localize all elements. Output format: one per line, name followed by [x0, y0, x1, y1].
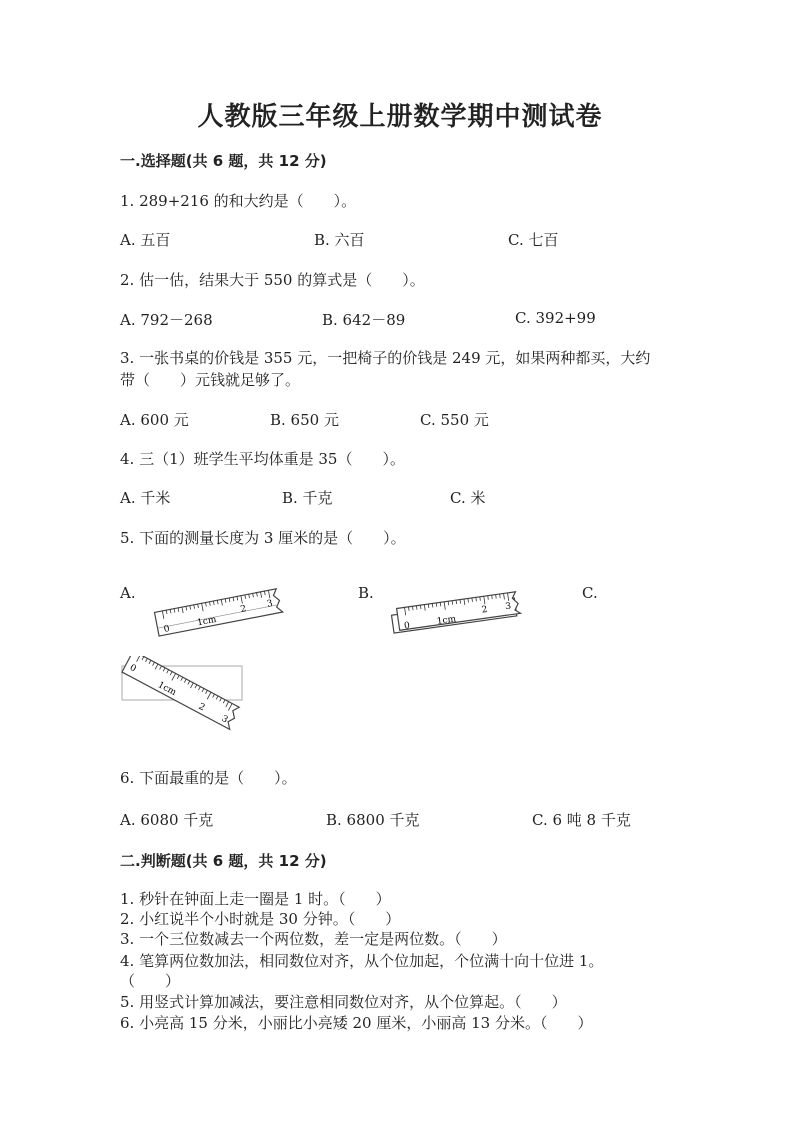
- q3-option-b: B. 650 元: [270, 411, 339, 429]
- q4-option-a: A. 千米: [120, 489, 171, 507]
- q3-option-a: A. 600 元: [120, 411, 189, 429]
- q2-option-c: C. 392+99: [515, 309, 596, 327]
- judgement-item-2: 2. 小红说半个小时就是 30 分钟。（ ）: [120, 910, 401, 928]
- ruler-image-b: [388, 586, 528, 642]
- ruler-a-label-2: 2: [239, 603, 248, 615]
- q5-option-b: B.: [358, 584, 374, 602]
- page-title: 人教版三年级上册数学期中测试卷: [197, 102, 603, 132]
- question-3-line-2: 带（ ）元钱就足够了。: [120, 371, 301, 389]
- q1-option-b: B. 六百: [314, 231, 365, 249]
- ruler-a-label-0: 0: [163, 623, 171, 635]
- q3-option-c: C. 550 元: [420, 411, 489, 429]
- ruler-b-label-0: 0: [403, 620, 411, 632]
- judgement-item-1: 1. 秒针在钟面上走一圈是 1 时。（ ）: [120, 890, 391, 908]
- q2-option-a: A. 792－268: [120, 311, 213, 329]
- question-5: 5. 下面的测量长度为 3 厘米的是（ ）。: [120, 529, 406, 547]
- ruler-b-label-1cm: 1cm: [436, 614, 457, 627]
- ruler-b-label-2: 2: [481, 604, 489, 616]
- section-heading-judgement: 二.判断题(共 6 题，共 12 分): [120, 852, 327, 870]
- q6-option-b: B. 6800 千克: [326, 811, 420, 829]
- question-6: 6. 下面最重的是（ ）。: [120, 769, 297, 787]
- ruler-image-c: [118, 656, 258, 736]
- question-1: 1. 289+216 的和大约是（ ）。: [120, 192, 357, 210]
- q1-option-a: A. 五百: [120, 231, 171, 249]
- ruler-c-label-2: 2: [196, 701, 207, 714]
- q4-option-c: C. 米: [450, 489, 486, 507]
- ruler-a-label-1cm: 1cm: [196, 614, 218, 629]
- q5-option-c: C.: [582, 584, 598, 602]
- ruler-a-label-3: 3: [266, 598, 274, 610]
- q2-option-b: B. 642－89: [322, 311, 406, 329]
- q1-option-c: C. 七百: [508, 231, 559, 249]
- q6-option-a: A. 6080 千克: [120, 811, 214, 829]
- q5-option-a: A.: [120, 584, 136, 602]
- question-4: 4. 三（1）班学生平均体重是 35（ ）。: [120, 450, 405, 468]
- question-2: 2. 估一估，结果大于 550 的算式是（ ）。: [120, 271, 425, 289]
- ruler-c-label-1cm: 1cm: [156, 680, 178, 699]
- section-heading-choice: 一.选择题(共 6 题，共 12 分): [120, 152, 327, 170]
- judgement-item-4: 4. 笔算两位数加法，相同数位对齐，从个位加起，个位满十向十位进 1。: [120, 952, 604, 970]
- q6-option-c: C. 6 吨 8 千克: [532, 811, 631, 829]
- judgement-item-5: 5. 用竖式计算加减法，要注意相同数位对齐，从个位算起。（ ）: [120, 993, 567, 1011]
- ruler-c-label-3: 3: [219, 714, 230, 726]
- judgement-item-4-bracket: （ ）: [120, 972, 181, 990]
- ruler-image-a: [150, 586, 290, 642]
- ruler-b-label-3: 3: [504, 601, 512, 613]
- judgement-item-6: 6. 小亮高 15 分米，小丽比小亮矮 20 厘米，小丽高 13 分米。（ ）: [120, 1014, 593, 1032]
- question-3-line-1: 3. 一张书桌的价钱是 355 元，一把椅子的价钱是 249 元，如果两种都买，大约: [120, 349, 651, 367]
- ruler-c-label-0: 0: [127, 662, 138, 675]
- q4-option-b: B. 千克: [282, 489, 333, 507]
- judgement-item-3: 3. 一个三位数减去一个两位数，差一定是两位数。（ ）: [120, 930, 507, 948]
